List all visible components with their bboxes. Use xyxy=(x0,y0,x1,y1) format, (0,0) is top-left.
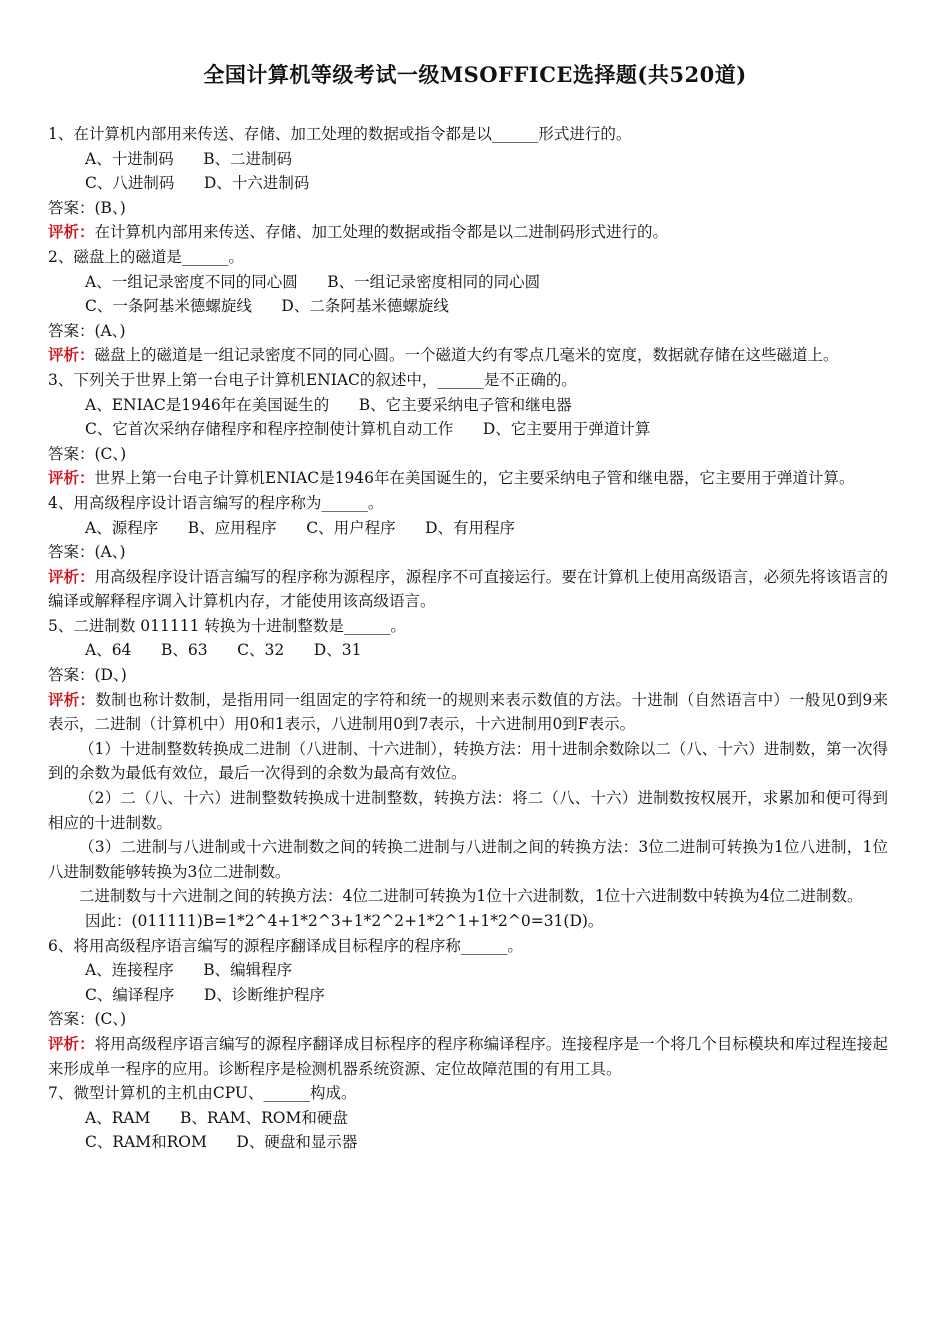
answer-line: 答案：(B、) xyxy=(48,198,126,217)
analysis-text: 将用高级程序语言编写的源程序翻译成目标程序的程序称编译程序。连接程序是一个将几个目标模块和库过程连接起来形成单一程序的应用。诊断程序是检测机器系统资源、定位故障范围的有用工具。 xyxy=(48,1034,888,1078)
question-text: 1、在计算机内部用来传送、存储、加工处理的数据或指令都是以______形式进行的。 xyxy=(48,125,632,143)
question-options: A、64 B、63 C、32 D、31 xyxy=(85,641,362,660)
analysis-paragraph: （3）二进制与八进制或十六进制数之间的转换二进制与八进制之间的转换方法：3位二进制可转换为1位八进制，1位八进制数能够转换为3位二进制数。 xyxy=(48,838,888,881)
analysis-label: 评析： xyxy=(48,222,95,242)
answer-line: 答案：(A、) xyxy=(48,321,126,340)
analysis-line xyxy=(48,1032,888,1081)
question-list xyxy=(48,122,888,1155)
analysis-paragraph: （2）二（八、十六）进制整数转换成十进制整数，转换方法：将二（八、十六）进制数按权展开，求累加和便可得到相应的十进制数。 xyxy=(48,789,888,832)
analysis-label: 评析： xyxy=(48,689,96,709)
answer-line: 答案：(C、) xyxy=(48,444,127,463)
analysis-label: 评析： xyxy=(48,566,95,586)
analysis-text: 用高级程序设计语言编写的程序称为源程序，源程序不可直接运行。要在计算机上使用高级语言，必须先将该语言的编译或解释程序调入计算机内存，才能使用该高级语言。 xyxy=(48,567,888,611)
question-options: C、编译程序 D、诊断维护程序 xyxy=(85,985,325,1004)
answer-line: 答案：(D、) xyxy=(48,666,127,685)
analysis-label: 评析： xyxy=(48,1033,95,1053)
question-options: A、源程序 B、应用程序 C、用户程序 D、有用程序 xyxy=(85,518,516,537)
question-text: 2、磁盘上的磁道是______。 xyxy=(48,247,244,266)
analysis-line xyxy=(48,688,888,737)
analysis-text: 在计算机内部用来传送、存储、加工处理的数据或指令都是以二进制码形式进行的。 xyxy=(94,223,669,242)
analysis-paragraph: 因此：(011111)B=1*2^4+1*2^3+1*2^2+1*2^1+1*2^0=31(D)。 xyxy=(85,912,604,930)
analysis-text: 数制也称计数制，是指用同一组固定的字符和统一的规则来表示数值的方法。十进制（自然语言中）一般见0到9来表示，二进制（计算机中）用0和1表示，八进制用0到7表示，十六进制用0到F表示。 xyxy=(48,690,888,734)
question-text: 3、下列关于世界上第一台电子计算机ENIAC的叙述中，______是不正确的。 xyxy=(48,370,577,389)
answer-line: 答案：(A、) xyxy=(48,543,126,562)
analysis-text: 世界上第一台电子计算机ENIAC是1946年在美国诞生的，它主要采纳电子管和继电器，它主要用于弹道计算。 xyxy=(94,469,855,488)
question-options: A、连接程序 B、编辑程序 xyxy=(85,961,293,980)
analysis-line xyxy=(48,565,888,614)
question-options: A、RAM B、RAM、ROM和硬盘 xyxy=(85,1108,348,1127)
question-options: C、RAM和ROM D、硬盘和显示器 xyxy=(85,1133,358,1152)
question-options: A、ENIAC是1946年在美国诞生的 B、它主要采纳电子管和继电器 xyxy=(85,395,572,414)
question-options: C、它首次采纳存储程序和程序控制使计算机自动工作 D、它主要用于弹道计算 xyxy=(85,420,651,439)
page-title: 全国计算机等级考试一级MSOFFICE选择题(共520道) xyxy=(203,62,747,87)
analysis-line xyxy=(48,343,888,368)
analysis-label: 评析： xyxy=(48,345,95,365)
question-options: C、一条阿基米德螺旋线 D、二条阿基米德螺旋线 xyxy=(85,297,449,316)
analysis-paragraph: （1）十进制整数转换成二进制（八进制、十六进制），转换方法：用十进制余数除以二（八、十六）进制数，第一次得到的余数为最低有效位，最后一次得到的余数为最高有效位。 xyxy=(48,739,888,783)
question-options: C、八进制码 D、十六进制码 xyxy=(85,174,310,193)
question-options: A、一组记录密度不同的同心圆 B、一组记录密度相同的同心圆 xyxy=(85,272,541,291)
question-text: 7、微型计算机的主机由CPU、______构成。 xyxy=(48,1084,357,1103)
analysis-paragraph: 二进制数与十六进制之间的转换方法：4位二进制可转换为1位十六进制数，1位十六进制数中转换为4位二进制数。 xyxy=(79,887,863,906)
analysis-line xyxy=(48,466,888,491)
question-text: 6、将用高级程序语言编写的源程序翻译成目标程序的程序称______。 xyxy=(48,936,523,955)
question-options: A、十进制码 B、二进制码 xyxy=(85,149,293,168)
question-text: 4、用高级程序设计语言编写的程序称为______。 xyxy=(48,493,384,512)
question-text: 5、二进制数 011111 转换为十进制整数是______。 xyxy=(48,616,406,635)
analysis-text: 磁盘上的磁道是一组记录密度不同的同心圆。一个磁道大约有零点几毫米的宽度，数据就存储在这些磁道上。 xyxy=(94,346,839,365)
analysis-label: 评析： xyxy=(48,468,95,488)
analysis-line xyxy=(48,220,888,245)
answer-line: 答案：(C、) xyxy=(48,1010,127,1029)
